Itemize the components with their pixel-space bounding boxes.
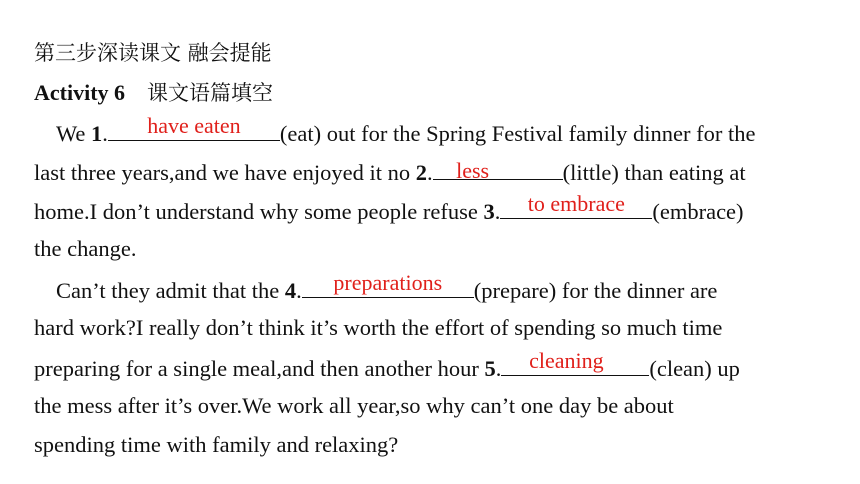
hint-1: (eat): [279, 121, 322, 146]
passage-line-6: hard work?I really don’t think it’s worth the effort of spending so much time: [34, 315, 723, 340]
blank-5[interactable]: [501, 348, 649, 376]
blank-number-4: 4: [284, 278, 297, 303]
passage-line-2: last three years,and we have enjoyed it no 2. less (little) than eating at: [34, 158, 746, 185]
answer-1: have eaten: [147, 113, 241, 138]
blank-4[interactable]: [302, 270, 474, 298]
passage-line-3: home.I don’t understand why some people refuse 3. to embrace (embrace): [34, 191, 744, 224]
step-heading: 第三步深读课文 融会提能: [34, 41, 272, 65]
activity-heading: [34, 80, 273, 106]
blank-number-2: 2: [415, 160, 427, 185]
blank-number-3: 3: [483, 199, 495, 224]
hint-3: (embrace): [652, 199, 744, 224]
passage-line-9: spending time with family and relaxing?: [34, 432, 399, 457]
blank-number-1: 1: [91, 121, 103, 146]
activity-title: 课文语篇填空: [147, 81, 274, 105]
passage-line-5: Can’t they admit that the 4. preparations (prepare) for the dinner are: [56, 270, 718, 303]
blank-1[interactable]: [108, 113, 280, 141]
answer-3: to embrace: [527, 191, 625, 216]
blank-3[interactable]: [500, 191, 652, 219]
passage-line-4: the change.: [34, 236, 137, 261]
passage-line-1: We 1. have eaten (eat) out for the Spring Festival family dinner for the: [56, 113, 756, 146]
blank-2[interactable]: [433, 157, 563, 183]
answer-4: preparations: [333, 270, 443, 295]
hint-5: (clean): [649, 356, 712, 381]
hint-2: (little): [562, 160, 619, 185]
hint-4: (prepare): [473, 278, 557, 303]
answer-5: cleaning: [529, 348, 604, 373]
passage-line-7: preparing for a single meal,and then another hour 5. cleaning (clean) up: [34, 348, 740, 381]
answer-2: less: [456, 158, 490, 183]
passage-line-8: the mess after it’s over.We work all year,so why can’t one day be about: [34, 393, 674, 418]
activity-label: Activity 6: [34, 80, 126, 105]
blank-number-5: 5: [484, 356, 496, 381]
